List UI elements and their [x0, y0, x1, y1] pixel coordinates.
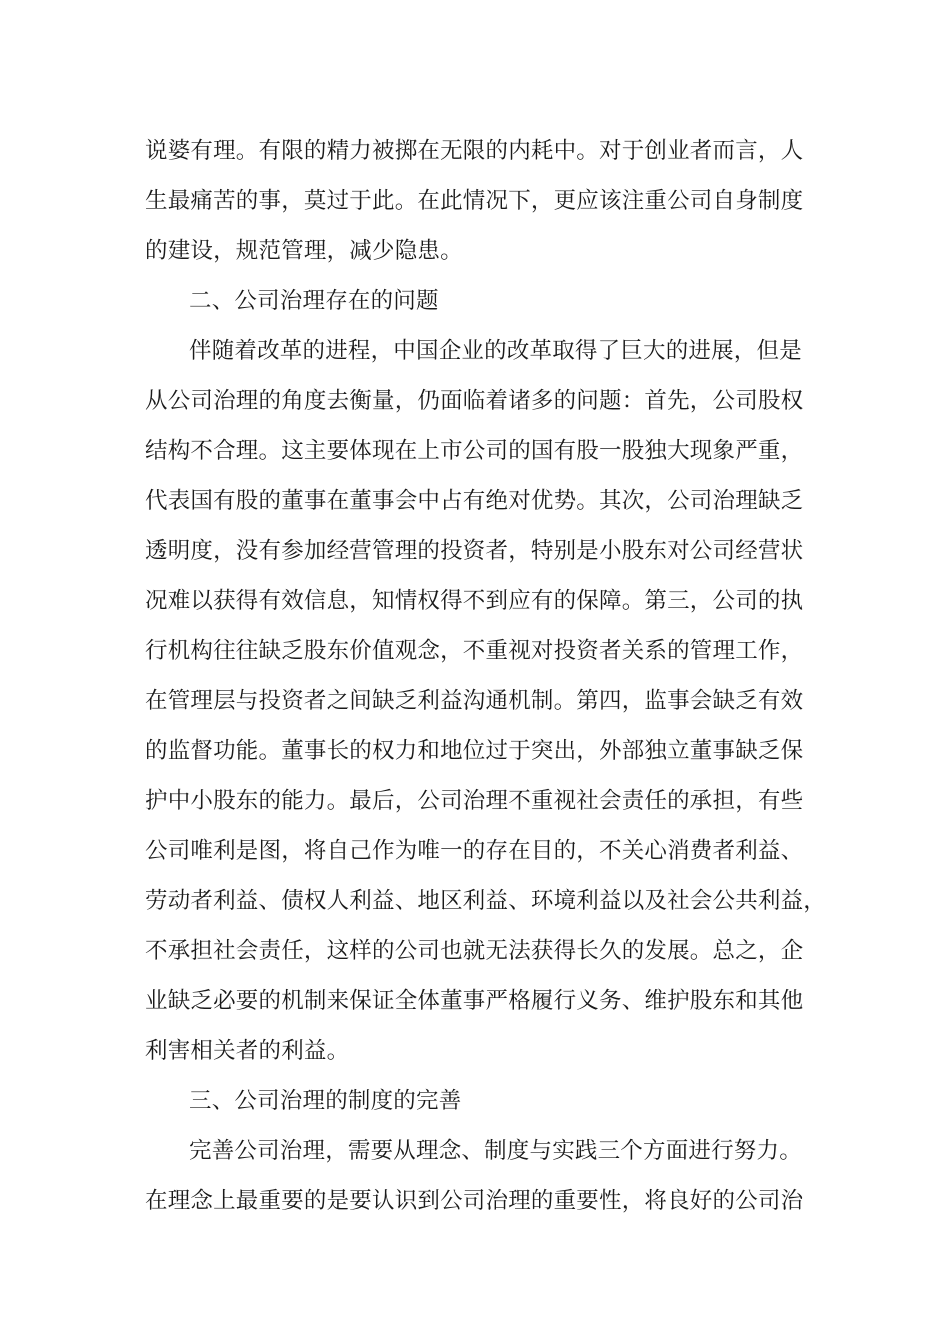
paragraph-start: 完善公司治理，需要从理念、制度与实践三个方面进行努力。	[189, 1138, 802, 1164]
text-line: 从公司治理的角度去衡量，仍面临着诸多的问题：首先，公司股权	[145, 388, 804, 414]
text-line: 的监督功能。董事长的权力和地位过于突出，外部独立董事缺乏保	[145, 738, 804, 764]
section-heading-2: 二、公司治理存在的问题	[189, 288, 439, 314]
text-line: 业缺乏必要的机制来保证全体董事严格履行义务、维护股东和其他	[145, 988, 804, 1014]
text-line: 不承担社会责任，这样的公司也就无法获得长久的发展。总之，企	[145, 938, 804, 964]
text-line: 利害相关者的利益。	[145, 1038, 350, 1064]
text-line: 劳动者利益、债权人利益、地区利益、环境利益以及社会公共利益，	[145, 888, 827, 914]
text-line: 说婆有理。有限的精力被掷在无限的内耗中。对于创业者而言，人	[145, 138, 804, 164]
text-line: 况难以获得有效信息，知情权得不到应有的保障。第三，公司的执	[145, 588, 804, 614]
text-line: 生最痛苦的事，莫过于此。在此情况下，更应该注重公司自身制度	[145, 188, 804, 214]
text-line: 护中小股东的能力。最后，公司治理不重视社会责任的承担，有些	[145, 788, 804, 814]
section-heading-3: 三、公司治理的制度的完善	[189, 1088, 462, 1114]
text-line: 透明度，没有参加经营管理的投资者，特别是小股东对公司经营状	[145, 538, 804, 564]
text-line: 公司唯利是图，将自己作为唯一的存在目的，不关心消费者利益、	[145, 838, 804, 864]
text-line: 的建设，规范管理，减少隐患。	[145, 238, 463, 264]
text-line: 结构不合理。这主要体现在上市公司的国有股一股独大现象严重，	[145, 438, 804, 464]
text-line: 在管理层与投资者之间缺乏利益沟通机制。第四，监事会缺乏有效	[145, 688, 804, 714]
text-line: 在理念上最重要的是要认识到公司治理的重要性，将良好的公司治	[145, 1188, 804, 1214]
paragraph-start: 伴随着改革的进程，中国企业的改革取得了巨大的进展，但是	[189, 338, 802, 364]
text-line: 代表国有股的董事在董事会中占有绝对优势。其次，公司治理缺乏	[145, 488, 804, 514]
text-line: 行机构往往缺乏股东价值观念，不重视对投资者关系的管理工作，	[145, 638, 804, 664]
